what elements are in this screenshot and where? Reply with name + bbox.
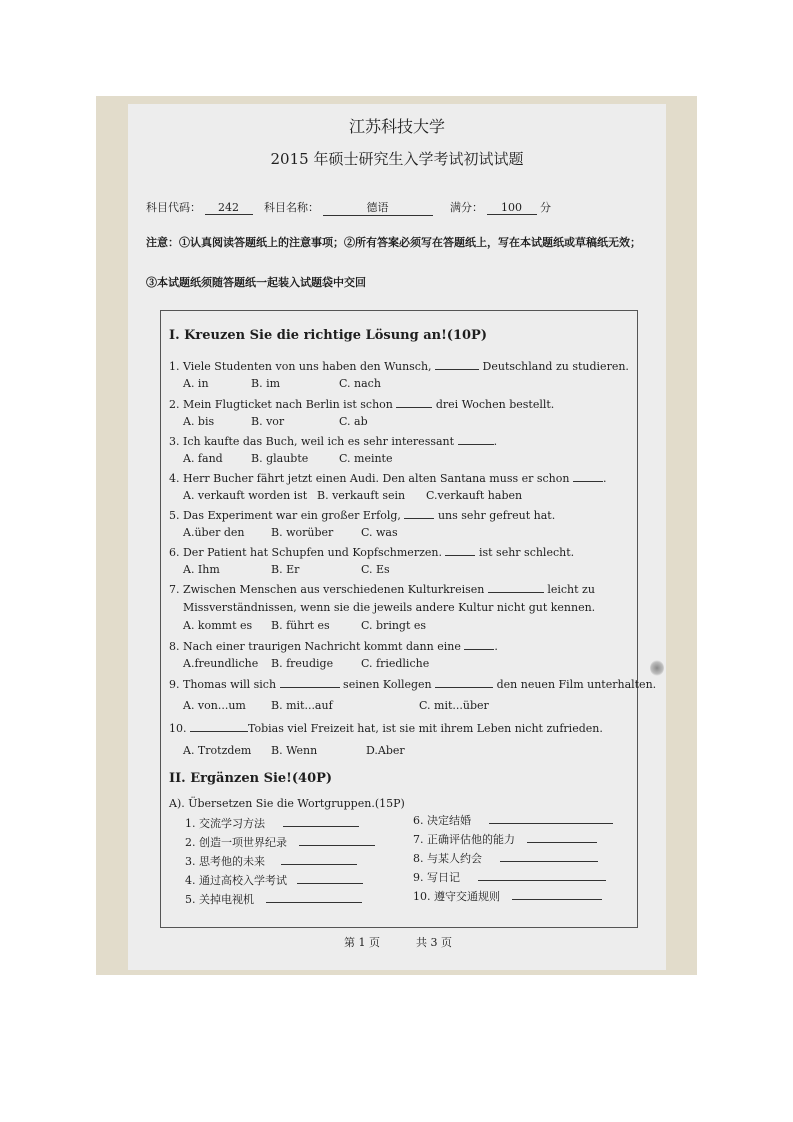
note-line-2: ③本试题纸须随答题纸一起装入试题袋中交回 [146, 276, 366, 289]
answer-blank [445, 545, 475, 556]
question-stem: 9. Thomas will sich [169, 678, 277, 691]
question-stem: . [493, 435, 498, 448]
question-stem: drei Wochen bestellt. [435, 398, 555, 411]
vocab-text: 9. 写日记 [413, 871, 460, 884]
option-a: A. von...um [183, 699, 246, 712]
full-score-unit: 分 [540, 201, 551, 214]
subject-name-label: 科目名称： [264, 201, 319, 214]
vocab-text: 1. 交流学习方法 [185, 817, 265, 830]
answer-blank [488, 582, 544, 593]
answer-blank [435, 359, 479, 370]
option-c: C.verkauft haben [426, 489, 523, 502]
vocab-text: 10. 遵守交通规则 [413, 890, 500, 903]
option-b: B. freudige [271, 657, 334, 670]
option-b: B. Er [271, 563, 300, 576]
exam-paper [128, 104, 666, 970]
option-c: C. mit...über [419, 699, 489, 712]
question-stem: seinen Kollegen [343, 678, 432, 691]
question-stem: den neuen Film unterhalten. [496, 678, 657, 691]
option-c: C. ab [339, 415, 368, 428]
option-c: C. meinte [339, 452, 393, 465]
answer-blank [283, 816, 359, 827]
question-stem: Tobias viel Freizeit hat, ist sie mit ihrem Leben nicht zufrieden. [248, 722, 603, 735]
question-stem: 4. Herr Bucher fährt jetzt einen Audi. Den alten Santana muss er schon [169, 472, 570, 485]
question-9 [169, 677, 656, 691]
answer-blank [266, 892, 362, 903]
question-stem: . [494, 640, 498, 653]
page-number: 第 1 页 [344, 936, 380, 949]
option-a: A. fand [183, 452, 223, 465]
option-b: B. verkauft sein [317, 489, 406, 502]
option-b: B. führt es [271, 619, 330, 632]
answer-blank [478, 870, 606, 881]
answer-blank [573, 471, 603, 482]
answer-blank [281, 854, 357, 865]
section-1-title: I. Kreuzen Sie die richtige Lösung an!(10P) [169, 328, 487, 343]
option-a: A.über den [183, 526, 245, 539]
vocab-item-3 [185, 853, 357, 869]
section-2-title: II. Ergänzen Sie!(40P) [169, 771, 333, 786]
answer-blank [297, 873, 363, 884]
option-b: B. worüber [271, 526, 334, 539]
question-7-continued: Missverständnissen, wenn sie die jeweils andere Kultur nicht gut kennen. [183, 601, 596, 614]
question-10 [169, 721, 603, 735]
vocab-item-5 [185, 891, 362, 907]
question-stem: Deutschland zu studieren. [482, 360, 629, 373]
question-stem: ist sehr schlecht. [478, 546, 575, 559]
vocab-item-9 [413, 869, 606, 885]
vocab-item-1 [185, 815, 359, 831]
question-stem: 7. Zwischen Menschen aus verschiedenen Kulturkreisen [169, 583, 485, 596]
question-8 [169, 639, 498, 653]
answer-blank [396, 397, 432, 408]
vocab-text: 6. 决定结婚 [413, 814, 471, 827]
question-box [160, 310, 657, 928]
vocab-text: 5. 关掉电视机 [185, 893, 254, 906]
full-score [450, 199, 551, 215]
question-5 [169, 508, 555, 522]
question-4 [169, 471, 606, 485]
answer-blank [458, 434, 494, 445]
question-3 [169, 434, 497, 448]
exam-title: 2015 年硕士研究生入学考试初试试题 [270, 150, 524, 168]
answer-blank [435, 677, 493, 688]
option-c: C. nach [339, 377, 381, 390]
answer-blank [500, 851, 598, 862]
option-a: A. kommt es [183, 619, 253, 632]
option-c: C. bringt es [361, 619, 427, 632]
question-6 [169, 545, 574, 559]
subject-code [146, 199, 253, 215]
vocab-text: 3. 思考他的未来 [185, 855, 265, 868]
answer-blank [299, 835, 375, 846]
question-stem: 8. Nach einer traurigen Nachricht kommt dann eine [169, 640, 461, 653]
option-a: A. Ihm [183, 563, 220, 576]
option-b: B. im [251, 377, 281, 390]
question-1 [169, 359, 629, 373]
question-stem: 6. Der Patient hat Schupfen und Kopfschmerzen. [169, 546, 442, 559]
page-total: 共 3 页 [416, 936, 452, 949]
subject-code-value: 242 [205, 201, 253, 215]
vocab-item-6 [413, 812, 613, 828]
answer-blank [190, 721, 248, 732]
answer-blank [527, 832, 597, 843]
option-b: B. vor [251, 415, 285, 428]
vocab-item-2 [185, 834, 375, 850]
option-b: B. glaubte [251, 452, 309, 465]
question-stem: 1. Viele Studenten von uns haben den Wunsch, [169, 360, 432, 373]
question-stem: uns sehr gefreut hat. [437, 509, 556, 522]
answer-blank [489, 813, 613, 824]
question-stem: . [602, 472, 607, 485]
option-c: C. friedliche [361, 657, 430, 670]
answer-blank [512, 889, 602, 900]
vocab-item-7 [413, 831, 597, 847]
scan-smudge [650, 660, 664, 676]
option-a: A. Trotzdem [183, 744, 252, 757]
question-2 [169, 397, 554, 411]
question-7 [169, 582, 595, 596]
question-stem: 2. Mein Flugticket nach Berlin ist schon [169, 398, 393, 411]
answer-blank [464, 639, 494, 650]
vocab-text: 4. 通过高校入学考试 [185, 874, 287, 887]
answer-blank [280, 677, 340, 688]
option-c: C. Es [361, 563, 390, 576]
vocab-item-8 [413, 850, 598, 866]
section-2-subtitle: A). Übersetzen Sie die Wortgruppen.(15P) [169, 797, 405, 810]
full-score-label: 满分： [450, 201, 483, 214]
subject-code-label: 科目代码： [146, 201, 201, 214]
subject-name-value: 德语 [323, 199, 433, 216]
vocab-text: 2. 创造一项世界纪录 [185, 836, 287, 849]
vocab-text: 7. 正确评估他的能力 [413, 833, 515, 846]
question-stem: 10. [169, 722, 187, 735]
option-b: B. Wenn [271, 744, 318, 757]
option-a: A.freundliche [183, 657, 259, 670]
option-a: A. verkauft worden ist [183, 489, 308, 502]
vocab-item-10 [413, 888, 602, 904]
note-line-1: 注意：①认真阅读答题纸上的注意事项；②所有答案必须写在答题纸上，写在本试题纸或草稿纸无效； [146, 236, 641, 249]
option-a: A. in [183, 377, 209, 390]
vocab-text: 8. 与某人约会 [413, 852, 482, 865]
option-a: A. bis [183, 415, 215, 428]
answer-blank [404, 508, 434, 519]
university-name: 江苏科技大学 [348, 117, 445, 136]
option-c: D.Aber [366, 744, 405, 757]
subject-name [264, 199, 433, 216]
question-stem: 5. Das Experiment war ein großer Erfolg, [169, 509, 401, 522]
vocab-item-4 [185, 872, 363, 888]
full-score-value: 100 [487, 201, 537, 215]
question-stem: leicht zu [547, 583, 595, 596]
question-stem: 3. Ich kaufte das Buch, weil ich es sehr interessant [169, 435, 455, 448]
option-b: B. mit...auf [271, 699, 333, 712]
option-c: C. was [361, 526, 398, 539]
